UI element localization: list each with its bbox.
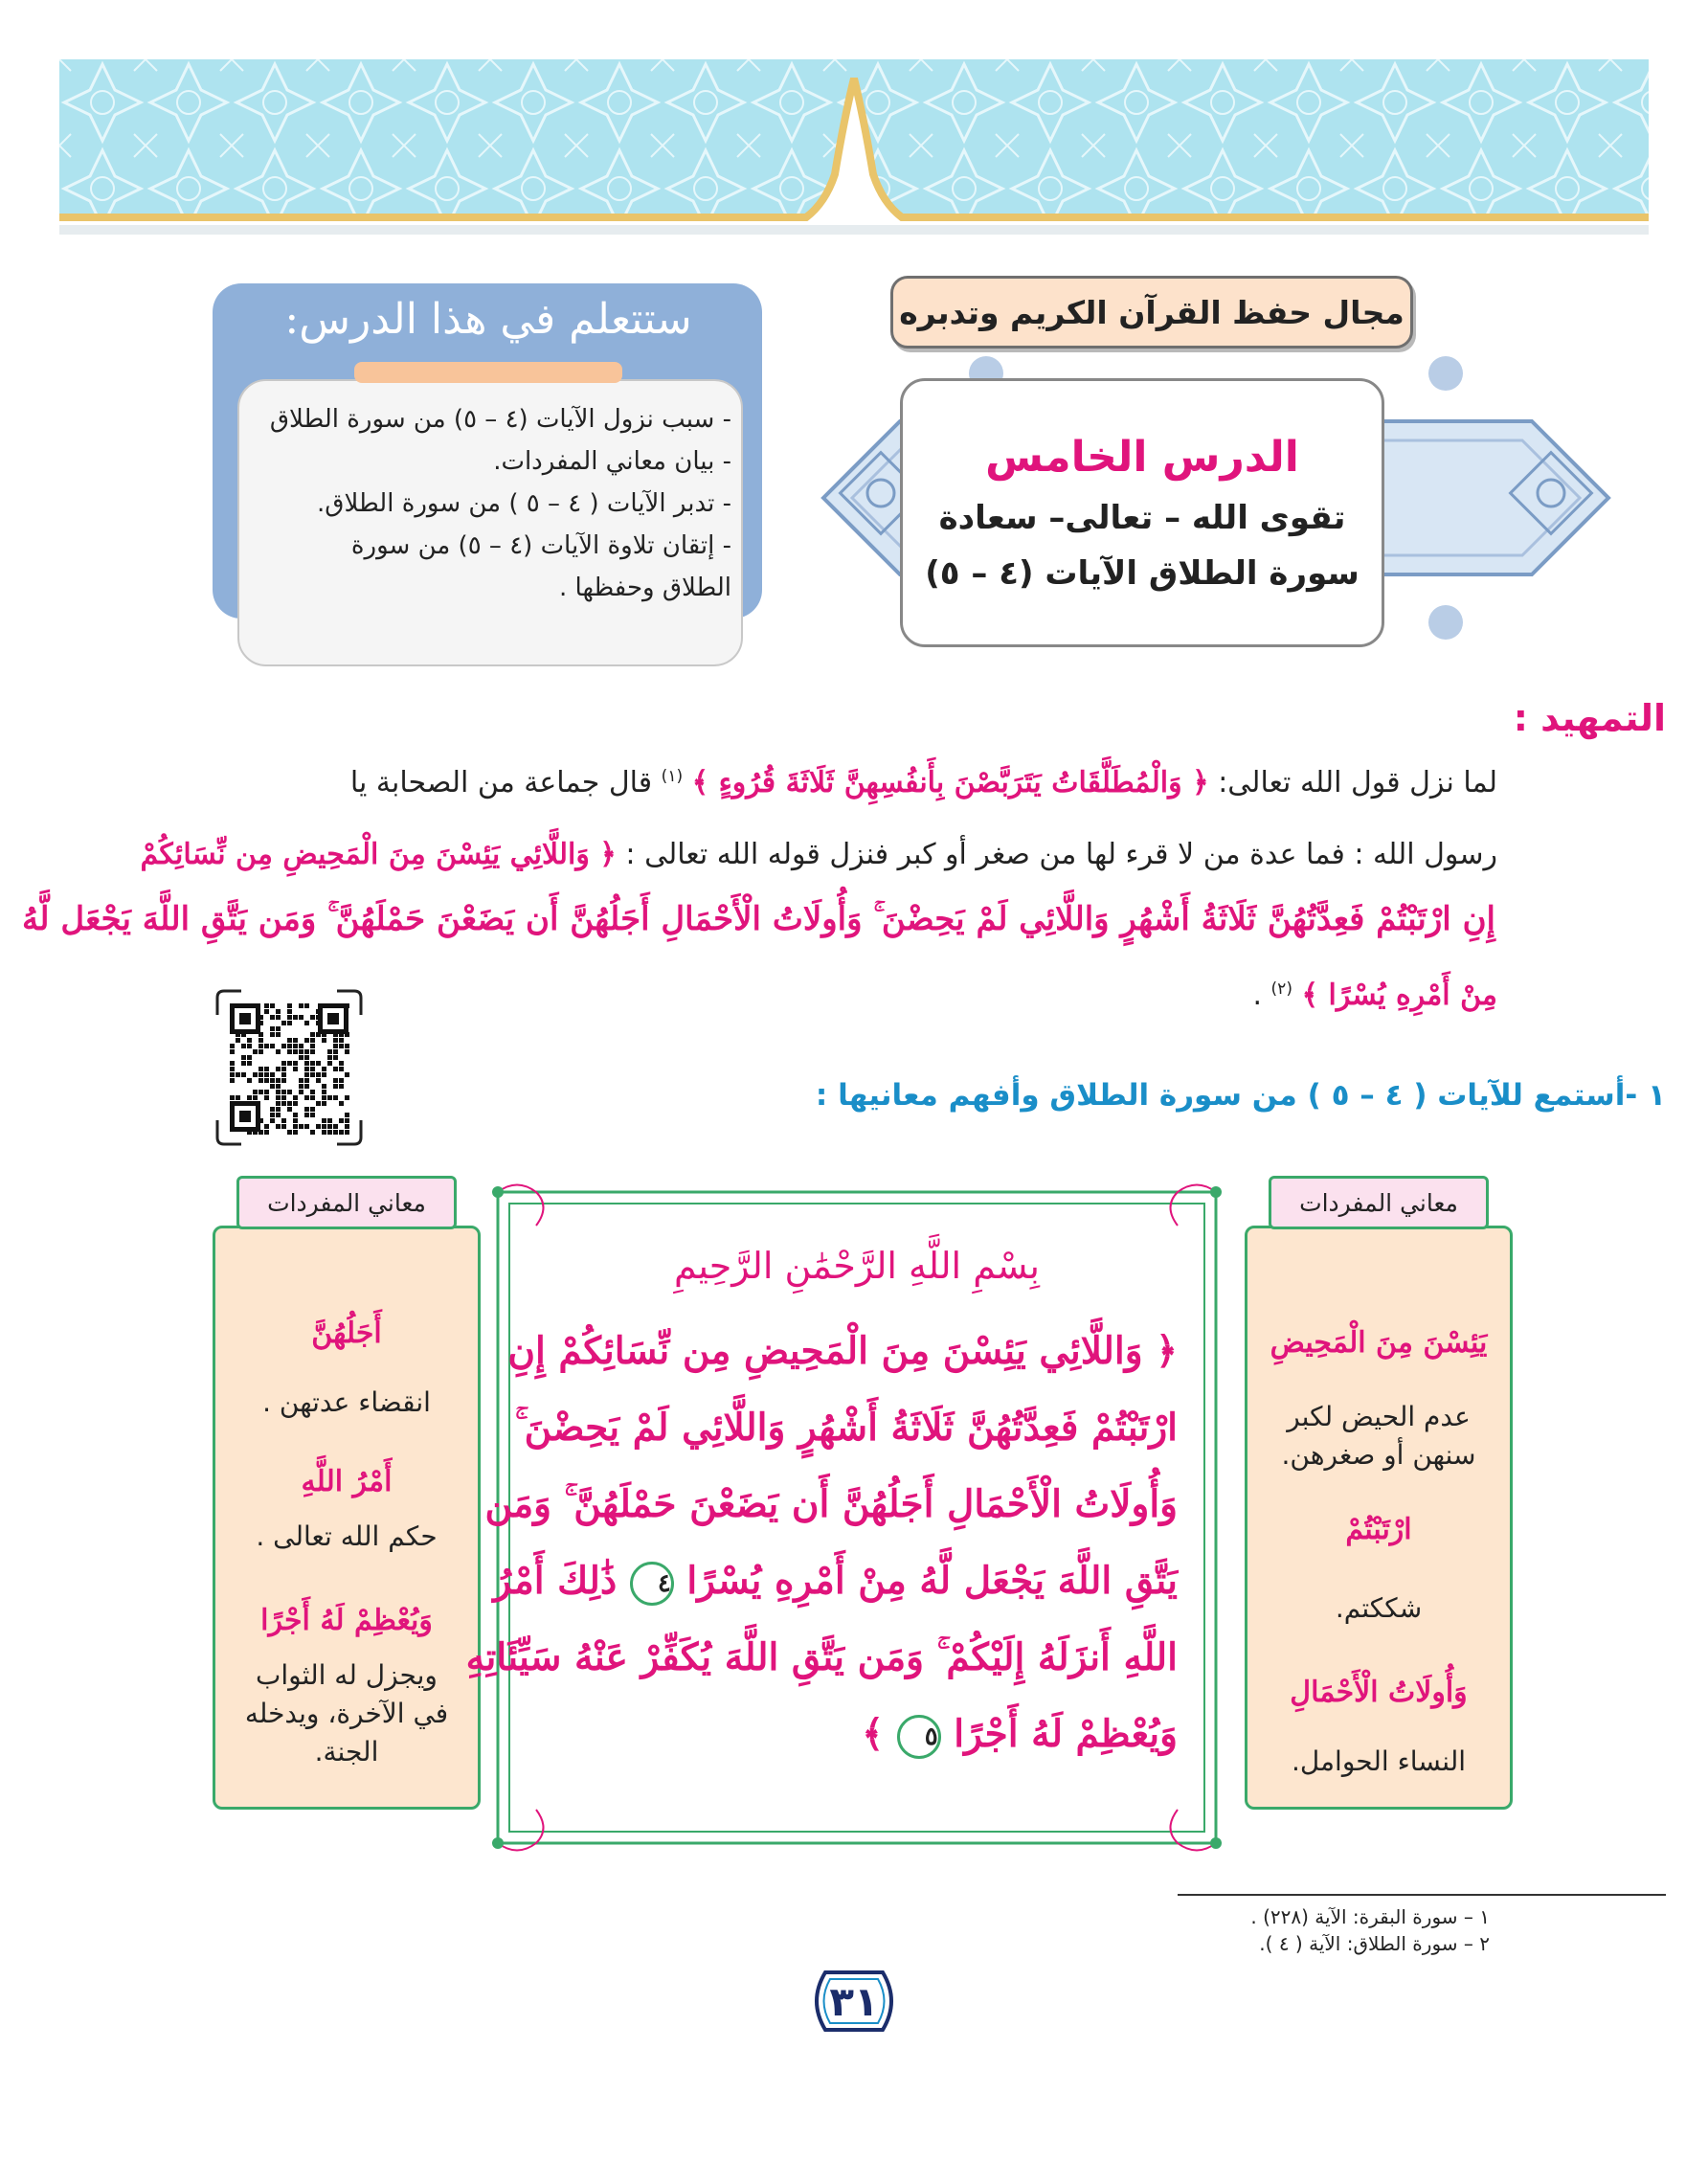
verse-line: اللَّهِ أَنزَلَهُ إِلَيْكُمْ ۚ وَمَن يَتَّقِ اللَّهَ يُكَفِّرْ عَنْهُ سَيِّئَاتِهِ <box>465 1635 1178 1679</box>
verse-line <box>493 1559 1178 1606</box>
domain-label: مجال حفظ القرآن الكريم وتدبره <box>890 276 1413 349</box>
intro-text: لما نزل قول الله تعالى: <box>1218 766 1497 799</box>
objective-item: - إتقان تلاوة الآيات (٤ – ٥) من سورة <box>350 531 731 560</box>
lesson-values: تقوى الله – تعالى– سعادة <box>938 499 1346 537</box>
intro-text: قال جماعة من الصحابة يا <box>349 766 653 799</box>
verse-segment: يَتَّقِ اللَّهَ يَجْعَل لَّهُ مِنْ أَمْرِهِ يُسْرًا <box>686 1559 1178 1603</box>
vocab-word: أَمْرُ اللَّهِ <box>301 1465 393 1498</box>
vocab-word: أَجَلُهُنَّ <box>311 1317 382 1350</box>
intro-text: . <box>1252 979 1262 1012</box>
vocab-word: يَئِسْنَ مِنَ الْمَحِيضِ <box>1270 1326 1488 1360</box>
vocab-meaning: عدم الحيض لكبر <box>1287 1401 1471 1432</box>
intro-line-4 <box>1252 979 1497 1012</box>
intro-text: رسول الله : فما عدة من لا قرء لها من صغر أو كبر فنزل قوله الله تعالى : <box>625 838 1497 871</box>
intro-line-3: إِنِ ارْتَبْتُمْ فَعِدَّتُهُنَّ ثَلَاثَةُ أَشْهُرٍ وَاللَّائِي لَمْ يَحِضْنَ ۚ وَأُولَاتُ الْأَحْمَالِ أَجَلُهُنَّ أَن يَضَعْنَ حَمْلَهُنَّ ۚ وَمَن يَتَّقِ اللَّهَ يَجْعَل لَّهُ <box>21 900 1495 938</box>
footnote: ٢ – سورة الطلاق: الآية ( ٤ ). <box>1259 1932 1490 1955</box>
ayah-number-marker: ٥ <box>897 1715 941 1759</box>
objective-item: - بيان معاني المفردات. <box>493 447 731 476</box>
lesson-surah: سورة الطلاق الآيات (٤ – ٥) <box>925 554 1360 593</box>
footnote-divider <box>1178 1894 1666 1896</box>
footnote: ١ – سورة البقرة: الآية (٢٢٨) . <box>1250 1905 1490 1928</box>
quoted-verse: مِنْ أَمْرِهِ يُسْرًا ﴾ <box>1301 979 1497 1012</box>
verse-line <box>546 1712 1178 1759</box>
top-arch-banner <box>59 59 1649 241</box>
objective-item: - تدبر الآيات ( ٤ – ٥ ) من سورة الطلاق. <box>317 489 731 518</box>
vocab-tag-right: معاني المفردات <box>1269 1176 1489 1229</box>
verse-line: ارْتَبْتُمْ فَعِدَّتُهُنَّ ثَلَاثَةُ أَشْهُرٍ وَاللَّائِي لَمْ يَحِضْنَ ۚ <box>514 1406 1178 1450</box>
ayah-number-marker: ٤ <box>630 1562 674 1606</box>
footnote-ref: (٢) <box>1270 979 1292 999</box>
vocab-word: ارْتَبْتُمْ <box>1345 1513 1412 1546</box>
intro-heading: التمهيد : <box>1513 697 1666 739</box>
vocab-meaning: في الآخرة، ويدخله <box>244 1698 449 1729</box>
vocab-meaning: النساء الحوامل. <box>1291 1745 1467 1777</box>
qr-code[interactable] <box>213 986 366 1149</box>
quoted-verse: ﴿ وَالْمُطَلَّقَاتُ يَتَرَبَّصْنَ بِأَنفُسِهِنَّ ثَلَاثَةَ قُرُوءٍ ﴾ <box>691 766 1209 799</box>
page-number: ٣١ <box>829 1977 879 2025</box>
verse-line: وَأُولَاتُ الْأَحْمَالِ أَجَلُهُنَّ أَن يَضَعْنَ حَمْلَهُنَّ ۚ وَمَن <box>484 1482 1178 1526</box>
intro-line-1 <box>350 766 1497 799</box>
section-heading-listen: ١ -أستمع للآيات ( ٤ – ٥ ) من سورة الطلاق وأفهم معانيها : <box>815 1078 1666 1113</box>
vocab-meaning: سنهن أو صغرهن. <box>1281 1439 1476 1471</box>
objective-item: - سبب نزول الآيات (٤ – ٥) من سورة الطلاق <box>269 405 731 434</box>
vocab-meaning: حكم الله تعالى . <box>256 1520 438 1552</box>
vocab-tag-left: معاني المفردات <box>236 1176 457 1229</box>
intro-line-2 <box>140 838 1497 871</box>
verse-segment: وَيُعْظِمْ لَهُ أَجْرًا <box>954 1712 1178 1756</box>
verse-close-bracket: ﴾ <box>862 1712 885 1756</box>
vocab-meaning: الجنة. <box>314 1736 379 1767</box>
quoted-verse: ﴿ وَاللَّائِي يَئِسْنَ مِنَ الْمَحِيضِ مِن نِّسَائِكُمْ <box>140 838 617 871</box>
bismillah: بِسْمِ اللَّهِ الرَّحْمَٰنِ الرَّحِيمِ <box>674 1245 1040 1287</box>
footnote-ref: (١) <box>661 767 684 786</box>
verse-segment: ذَٰلِكَ أَمْرُ <box>493 1559 618 1603</box>
vocab-word: وَأُولَاتُ الْأَحْمَالِ <box>1290 1676 1468 1709</box>
vocab-meaning: انقضاء عدتهن . <box>262 1386 431 1418</box>
lesson-title-box <box>900 378 1384 647</box>
objective-item: الطلاق وحفظها . <box>559 574 731 602</box>
vocab-word: وَيُعْظِمْ لَهُ أَجْرًا <box>260 1604 433 1637</box>
vocab-meaning: شككتم. <box>1335 1592 1423 1624</box>
objectives-title: ستتعلم في هذا الدرس: <box>284 294 692 344</box>
lesson-number: الدرس الخامس <box>985 433 1299 482</box>
verse-line: ﴿ وَاللَّائِي يَئِسْنَ مِنَ الْمَحِيضِ مِن نِّسَائِكُمْ إِنِ <box>507 1329 1178 1373</box>
objectives-list <box>237 379 743 666</box>
objectives-title-underline <box>354 362 622 383</box>
vocab-meaning: ويجزل له الثواب <box>256 1659 438 1691</box>
